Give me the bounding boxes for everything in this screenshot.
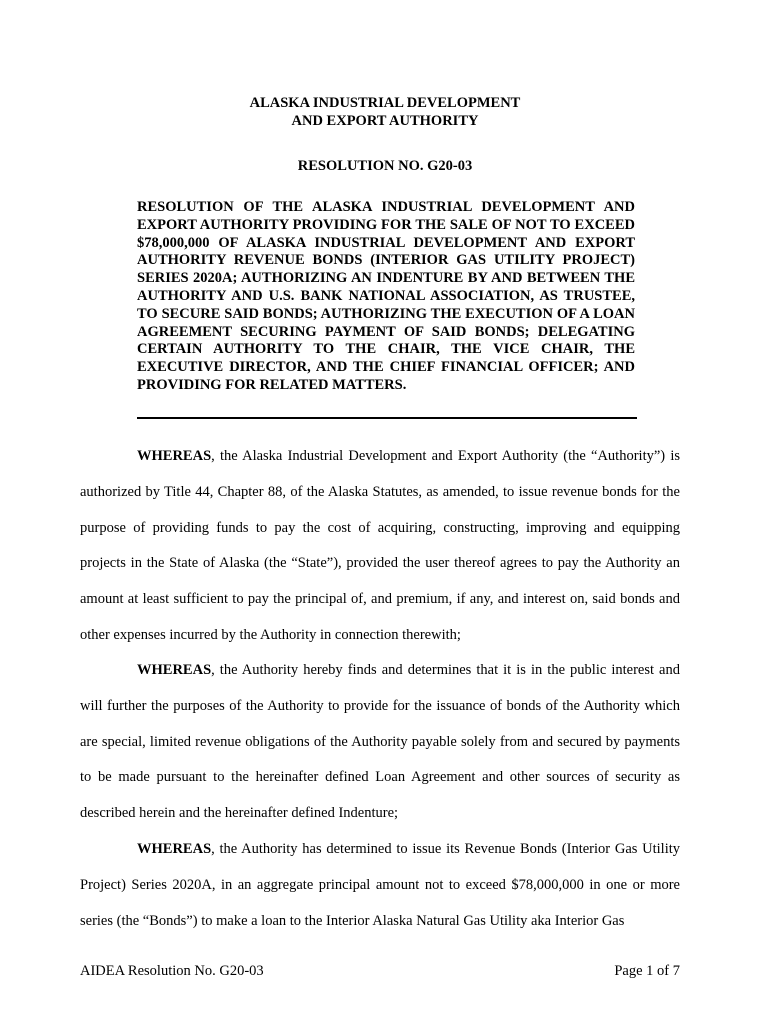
whereas-paragraph-1 [80,439,680,654]
whereas-lead: WHEREAS [137,662,212,678]
whereas-paragraph-3 [80,832,680,940]
footer-page-number: Page 1 of 7 [614,963,680,979]
org-name-line-2: AND EXPORT AUTHORITY [291,113,479,129]
footer-document-id: AIDEA Resolution No. G20-03 [80,963,264,979]
paragraph-text: , the Authority has determined to issue its Revenue Bonds (Interior Gas Utility Project) Series 2020A, in an aggregate principal amount not to exceed $78,000,000 in one or more series (the “Bonds”) to make a loan to the Interior Alaska Natural Gas Utility aka Interior Gas [80,841,680,929]
whereas-lead: WHEREAS [137,841,212,857]
resolution-title: RESOLUTION OF THE ALASKA INDUSTRIAL DEVELOPMENT AND EXPORT AUTHORITY PROVIDING FOR THE SALE OF NOT TO EXCEED $78,000,000 OF ALASKA INDUSTRIAL DEVELOPMENT AND EXPORT AUTHORITY REVENUE BONDS (INTERIOR GAS UTILITY PROJECT) SERIES 2020A; AUTHORIZING AN INDENTURE BY AND BETWEEN THE AUTHORITY AND U.S. BANK NATIONAL ASSOCIATION, AS TRUSTEE, TO SECURE SAID BONDS; AUTHORIZING THE EXECUTION OF A LOAN AGREEMENT SECURING PAYMENT OF SAID BONDS; DELEGATING CERTAIN AUTHORITY TO THE CHAIR, THE VICE CHAIR, THE EXECUTIVE DIRECTOR, AND THE CHIEF FINANCIAL OFFICER; AND PROVIDING FOR RELATED MATTERS. [137,199,635,393]
whereas-lead: WHEREAS [137,448,212,464]
org-name-line-1: ALASKA INDUSTRIAL DEVELOPMENT [249,95,521,111]
paragraph-text: , the Authority hereby finds and determines that it is in the public interest and will further the purposes of the Authority to provide for the issuance of bonds of the Authority which are special, limited revenue obligations of the Authority payable solely from and secured by payments to be made pursuant to the hereinafter defined Loan Agreement and other sources of security as described herein and the hereinafter defined Indenture; [80,662,680,822]
resolution-number: RESOLUTION NO. G20-03 [297,158,473,174]
whereas-paragraph-2 [80,653,680,832]
title-divider [137,417,637,419]
paragraph-text: , the Alaska Industrial Development and Export Authority (the “Authority”) is authorized by Title 44, Chapter 88, of the Alaska Statutes, as amended, to issue revenue bonds for the purpose of providing funds to pay the cost of acquiring, constructing, improving and equipping projects in the State of Alaska (the “State”), provided the user thereof agrees to pay the Authority an amount at least sufficient to pay the principal of, and premium, if any, and interest on, said bonds and other expenses incurred by the Authority in connection therewith; [80,448,680,643]
